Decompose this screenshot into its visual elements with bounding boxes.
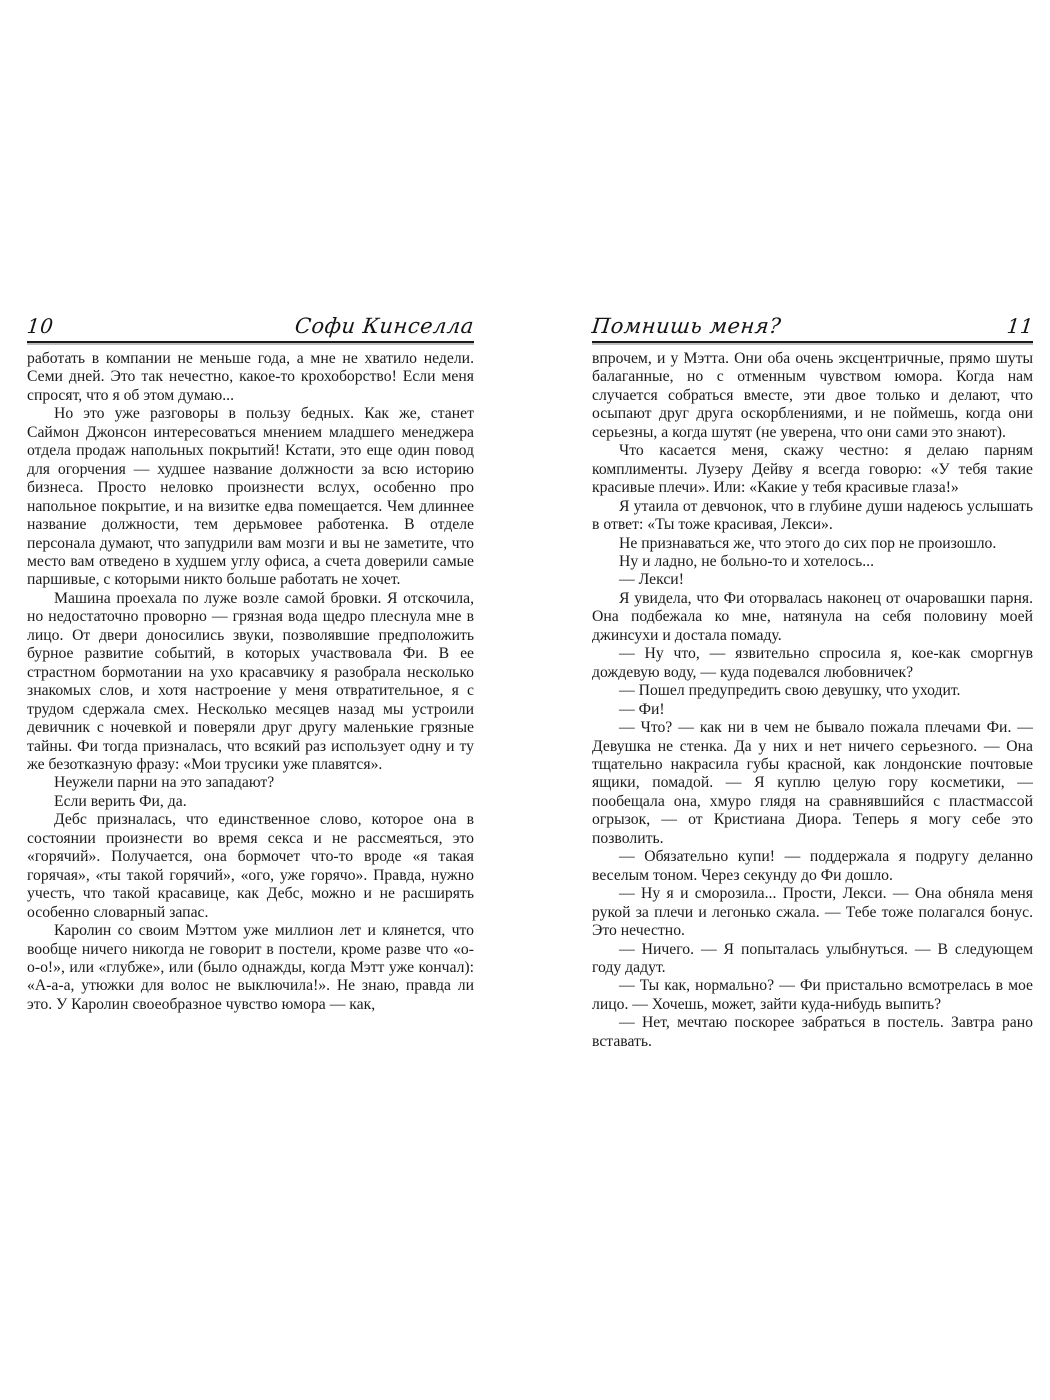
paragraph: Что касается меня, скажу честно: я делаю парням комплименты. Лузеру Дейву я всегда говорю: «У тебя такие красивые плечи». Или: «Какие у тебя красивые глаза!»	[592, 442, 1033, 497]
paragraph: Неужели парни на это западают?	[54, 774, 275, 792]
paragraph: Машина проехала по луже возле самой бровки. Я отскочила, но недостаточно проворно — грязная вода щедро плеснула мне в лицо. От двери доносились звуки, позволявшие предположить бурное развитие событий, в которых участвовала Фи. В ее страстном бормотании на ухо красавчику я разобрала несколько знакомых слов, и хотя настроение у меня отвратительное, я с трудом сдержала смех. Несколько месяцев назад мы устроили девичник с ночевкой и поверяли друг другу маленькие грязные тайны. Фи тогда призналась, что всякий раз использует одну и ту же безотказную фразу: «Мои трусики уже плавятся».	[27, 589, 474, 773]
right-running-head: Помнишь меня?	[590, 314, 783, 338]
paragraph: Я утаила от девчонок, что в глубине души надеюсь услышать в ответ: «Ты тоже красивая, Лекси».	[592, 497, 1033, 534]
paragraph: — Обязательно купи! — поддержала я подругу деланно веселым тоном. Через секунду до Фи дошло.	[592, 848, 1033, 884]
paragraph: — Пошел предупредить свою девушку, что уходит.	[619, 682, 961, 700]
paragraph: впрочем, и у Мэтта. Они оба очень эксцентричные, прямо шуты балаганные, но с отменным чувством юмора. Когда нам случается собраться вместе, эти двое только и делают, что осыпают друг друга оскорблениями, и не поймешь, когда они серьезны, а когда шутят (не уверена, что они сами это знают).	[592, 350, 1033, 441]
paragraph: Я увидела, что Фи оторвалась наконец от очаровашки парня. Она подбежала ко мне, натянула на себя половину моей джинсухи и достала помаду.	[592, 589, 1033, 644]
left-running-head: Софи Кинселла	[293, 314, 476, 338]
paragraph: — Лекси!	[619, 571, 684, 589]
paragraph: — Ничего. — Я попыталась улыбнуться. — В следующем году дадут.	[592, 940, 1033, 976]
paragraph: — Нет, мечтаю поскорее забраться в постель. Завтра рано вставать.	[592, 1014, 1033, 1050]
paragraph: Если верить Фи, да.	[54, 792, 187, 810]
paragraph: — Фи!	[619, 700, 665, 718]
paragraph: — Что? — как ни в чем не бывало пожала плечами Фи. — Девушка не стенка. Да у них и нет ничего серьезного. — Она тщательно накрасила губы красной, как лондонские почтовые ящики, помадой. — Я куплю целую гору косметики, — пообещала она, хмуро глядя на сравнявшийся с пластмассой огрызок, — от Кристиана Диора. Теперь я могу себе это позволить.	[592, 719, 1033, 847]
paragraph: Каролин со своим Мэттом уже миллион лет и клянется, что вообще ничего никогда не говорит в постели, кроме разве что «о-о-о!», или «глубже», или (было однажды, когда Мэтт уже кончал): «А-а-а, утюжки для волос не выключила!». Не знаю, правда ли это. У Каролин своеобразное чувство юмора — как,	[27, 922, 474, 1013]
left-page-body	[27, 350, 474, 1014]
paragraph: Но это уже разговоры в пользу бедных. Как же, станет Саймон Джонсон интересоваться мнением младшего менеджера отдела продаж напольных покрытий! Кстати, это еще один повод для огорчения — худшее название должности за всю историю бизнеса. Просто неловко произнести вслух, особенно про напольное покрытие, и на визитке едва помещается. Чем длиннее название должности, тем дерьмовее работенка. В отделе персонала думают, что запудрили вам мозги и вы не заметите, что место вам отведено в худшем углу офиса, а счета доверили самые паршивые, с которыми никто больше работать не хочет.	[27, 405, 474, 589]
right-page	[592, 314, 1033, 1051]
paragraph: — Ну я и сморозила... Прости, Лекси. — Она обняла меня рукой за плечи и легонько сжала. — Тебе тоже полагался бонус. Это нечестно.	[592, 885, 1033, 940]
paragraph: работать в компании не меньше года, а мне не хватило недели. Семи дней. Это так нечестно, какое-то крохоборство! Если меня спросят, что я об этом думаю...	[27, 350, 474, 404]
left-page-header	[27, 314, 474, 343]
right-page-number: 11	[1005, 314, 1035, 338]
paragraph: Не признаваться же, что этого до сих пор не произошло.	[619, 534, 997, 552]
right-page-body	[592, 350, 1033, 1051]
left-page	[27, 314, 474, 1014]
paragraph: Дебс призналась, что единственное слово, которое она в состоянии произнести во время секса и не рассмеяться, это «горячий». Получается, она бормочет что-то вроде «я такая горячая», «ты такой горячий», «ого, уже горячо». Правда, нужно учесть, что такой красавице, как Дебс, можно и не расширять особенно словарный запас.	[27, 811, 474, 921]
right-page-header	[592, 314, 1033, 343]
paragraph: — Ну что, — язвительно спросила я, кое-как сморгнув дождевую воду, — куда подевался любовничек?	[592, 645, 1033, 681]
left-page-number: 10	[25, 314, 55, 338]
paragraph: — Ты как, нормально? — Фи пристально всмотрелась в мое лицо. — Хочешь, может, зайти куда-нибудь выпить?	[592, 977, 1033, 1013]
paragraph: Ну и ладно, не больно-то и хотелось...	[619, 552, 874, 570]
